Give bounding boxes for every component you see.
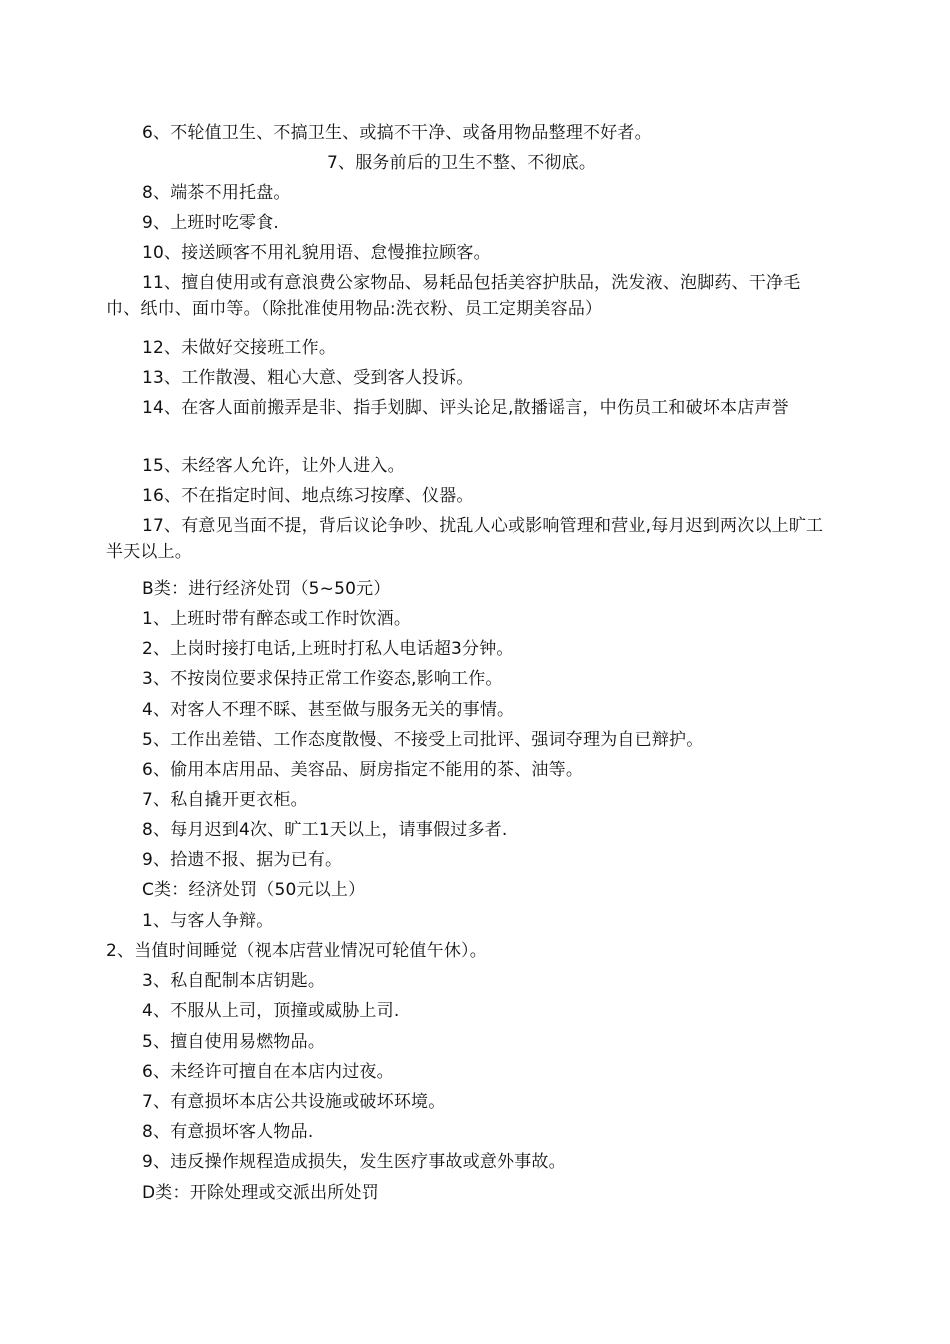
rule-a11: 11、擅自使用或有意浪费公家物品、易耗品包括美容护肤品，洗发液、泡脚药、干净毛巾、纸巾、面巾等。（除批准使用物品:洗衣粉、员工定期美容品） — [106, 273, 801, 319]
rule-c8: 8、有意损坏客人物品. — [142, 1122, 314, 1142]
rule-a8: 8、端茶不用托盘。 — [142, 183, 291, 203]
rule-c9: 9、违反操作规程造成损失，发生医疗事故或意外事故。 — [142, 1152, 566, 1172]
rule-a15: 15、未经客人允许，让外人进入。 — [142, 456, 405, 476]
section-d-heading: D类：开除处理或交派出所处罚 — [142, 1183, 379, 1203]
rule-c3: 3、私自配制本店钥匙。 — [142, 971, 326, 991]
rule-b3: 3、不按岗位要求保持正常工作姿态,影响工作。 — [142, 669, 503, 689]
rule-b4: 4、对客人不理不睬、甚至做与服务无关的事情。 — [142, 700, 515, 720]
section-c-heading: C类：经济处罚（50元以上） — [142, 880, 366, 900]
rule-b5: 5、工作出差错、工作态度散慢、不接受上司批评、强词夺理为自已辩护。 — [142, 730, 704, 750]
rule-a13: 13、工作散漫、粗心大意、受到客人投诉。 — [142, 368, 474, 388]
rule-c6: 6、未经许可擅自在本店内过夜。 — [142, 1062, 394, 1082]
rule-b9: 9、拾遗不报、据为已有。 — [142, 850, 343, 870]
section-b-heading: B类：进行经济处罚（5~50元） — [142, 579, 391, 599]
rule-a17: 17、有意见当面不提，背后议论争吵、扰乱人心或影响管理和营业,每月迟到两次以上旷工半天以上。 — [106, 516, 824, 562]
rule-c1: 1、与客人争辩。 — [142, 911, 274, 931]
rule-a10: 10、接送顾客不用礼貌用语、怠慢推拉顾客。 — [142, 243, 491, 263]
rule-c4: 4、不服从上司，顶撞或威胁上司. — [142, 1001, 400, 1021]
rule-b6: 6、偷用本店用品、美容品、厨房指定不能用的茶、油等。 — [142, 760, 584, 780]
rule-a16: 16、不在指定时间、地点练习按摩、仪器。 — [142, 486, 474, 506]
rule-b8: 8、每月迟到4次、旷工1天以上，请事假过多者. — [142, 820, 508, 840]
rule-b7: 7、私自撬开更衣柜。 — [142, 790, 308, 810]
rule-a7: 7、服务前后的卫生不整、不彻底。 — [327, 153, 597, 173]
rule-a9: 9、上班时吃零食. — [142, 213, 280, 233]
rule-a12: 12、未做好交接班工作。 — [142, 338, 337, 358]
rule-c2: 2、当值时间睡觉（视本店营业情况可轮值午休）。 — [106, 941, 487, 961]
rule-b1: 1、上班时带有醉态或工作时饮酒。 — [142, 609, 412, 629]
rule-a6: 6、不轮值卫生、不搞卫生、或搞不干净、或备用物品整理不好者。 — [142, 123, 652, 143]
rule-b2: 2、上岗时接打电话,上班时打私人电话超3分钟。 — [142, 639, 514, 659]
rule-c7: 7、有意损坏本店公共设施或破坏环境。 — [142, 1092, 446, 1112]
rule-a14: 14、在客人面前搬弄是非、指手划脚、评头论足,散播谣言，中伤员工和破坏本店声誉 — [142, 398, 789, 418]
rule-c5: 5、擅自使用易燃物品。 — [142, 1032, 326, 1052]
